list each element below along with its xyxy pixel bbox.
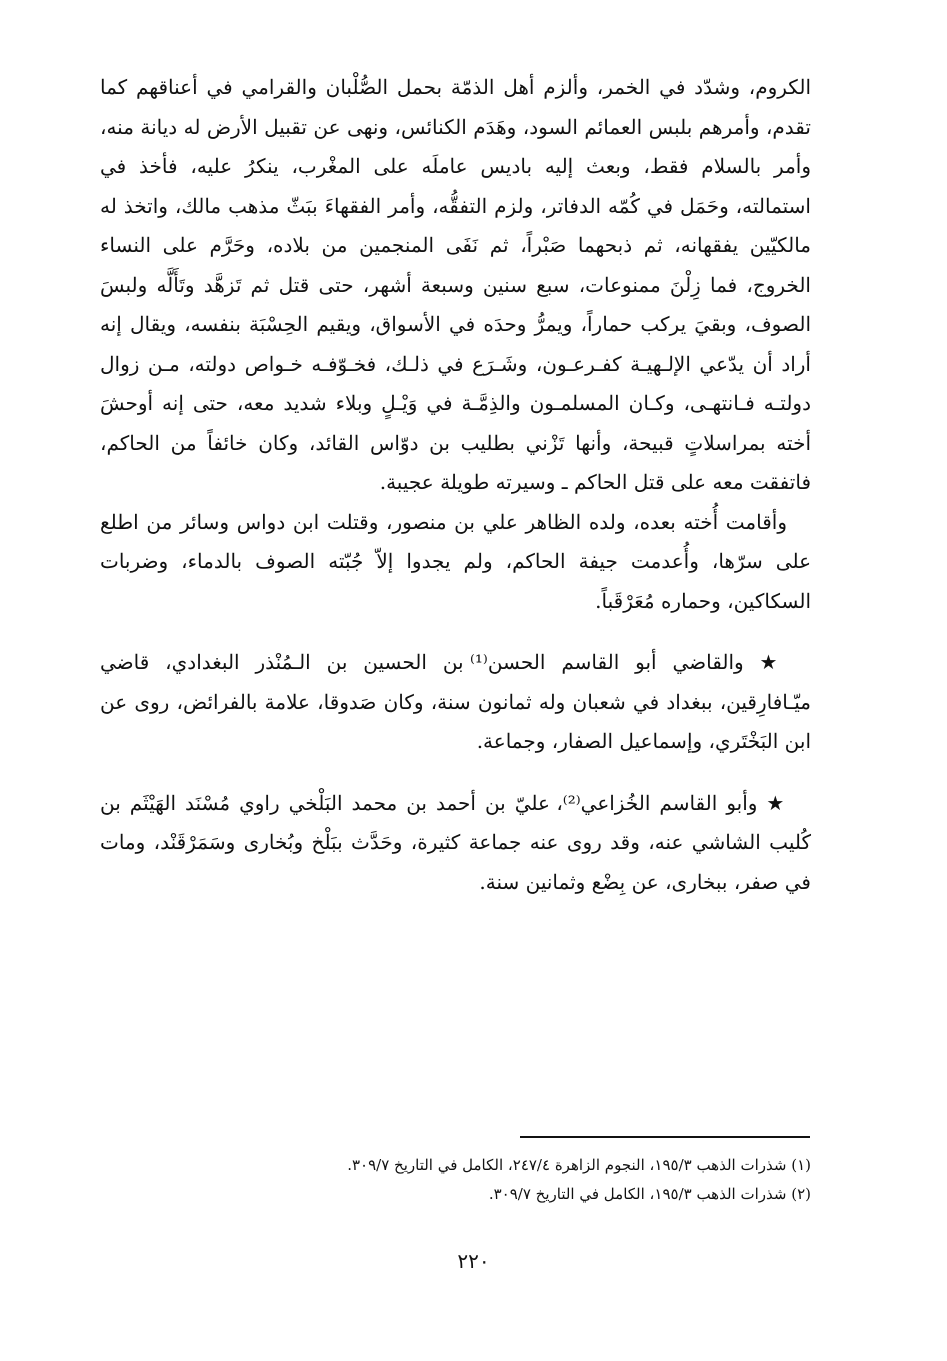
entry-qadi-abu-al-qasim: ★ والقاضي أبو القاسم الحسن⁽¹⁾ بن الحسين بن الـمُنْذر البغدادي، قاضي ميّـافارِقين، ببغداد في شعبان وله ثمانون سنة، وكان صَدوقا، علامة بالفرائض، روى عن ابن البَخْتَري، وإسماعيل الصفار، وجماعة. <box>100 650 811 753</box>
paragraph-1: الكروم، وشدّد في الخمر، وألزم أهل الذمّة بحمل الصُّلْبان والقرامي في أعناقهم كما تقدم، وأمرهم بلبس العمائم السود، وهَدَم الكنائس، ونهى عن تقبيل الأرض له ديانة منه، وأمر بالسلام فقط، وبعث إليه باديس عاملَه على المغْرب، ينكرُ عليه، فأخذ في استمالته، وحَمَل في كُمّه الدفاتر، ولزم التفقُّه، وأمر الفقهاءَ ببَثّ مذهب مالك، واتخذ له مالكيّين يفقهانه، ثم ذبحهما صَبْراً، ثم نَفَى المنجمين من بلاده، وحَرَّم على النساء الخروج، فما زِلْنَ ممنوعات، سبع سنين وسبعة أشهر، حتى قتل ثم تَزهَّد وتَأَلَّه ولبسَ الصوف، وبقيَ يركب حماراً، ويمرُّ وحدَه في الأسواق، ويقيم الحِسْبَة بنفسه، ويقال إنه أراد أن يدّعي الإلـهيـة كفـرعـون، وشَـرَع في ذلـك، فخـوّفـه خـواص دولته، مـن زوال دولتـه فـانتهـى، وكـان المسلمـون والذِمَّـة في وَيْـلٍ وبلاء شديد معه، حتى إنه أوحشَ أخته بمراسلاتٍ قبيحة، وأنها تَزْني بطليب بن دوّاس القائد، وكان خائفاً من الحاكم، فاتفقت معه على قتل الحاكم ـ وسيرته طويلة عجيبة. <box>100 75 811 494</box>
entry-abu-al-qasim-al-khuzai: ★ وأبو القاسم الخُزاعي⁽²⁾، عليّ بن أحمد بن محمد البَلْخي راوي مُسْنَد الهَيْثَم بن كُليب الشاشي عنه، وقد روى عنه جماعة كثيرة، وحَدَّث ببَلْخ وبُخارى وسَمَرْقَنْد، ومات في صفر، ببخارى، عن بِضْع وثمانين سنة. <box>100 790 811 894</box>
paragraph-2: وأقامت أُخته بعده، ولده الظاهر علي بن منصور، وقتلت ابن دواس وسائر من اطلع على سرّها، وأُعدمت جيفة الحاكم، ولم يجدوا إلاّ جُبّته الصوف بالدماء، وضربات السكاكين، وحماره مُعَرْقَباً. <box>100 509 812 613</box>
page-number: ٢٢٠ <box>457 1249 490 1273</box>
main-text <box>100 68 811 902</box>
footnote-1: (١) شذرات الذهب ١٩٥/٣، النجوم الزاهرة ٢٤٧/٤، الكامل في التاريخ ٣٠٩/٧. <box>347 1156 811 1174</box>
footnote-divider <box>520 1136 810 1138</box>
footnote-2: (٢) شذرات الذهب ١٩٥/٣، الكامل في التاريخ ٣٠٩/٧. <box>488 1185 811 1203</box>
footnotes <box>100 1151 811 1209</box>
